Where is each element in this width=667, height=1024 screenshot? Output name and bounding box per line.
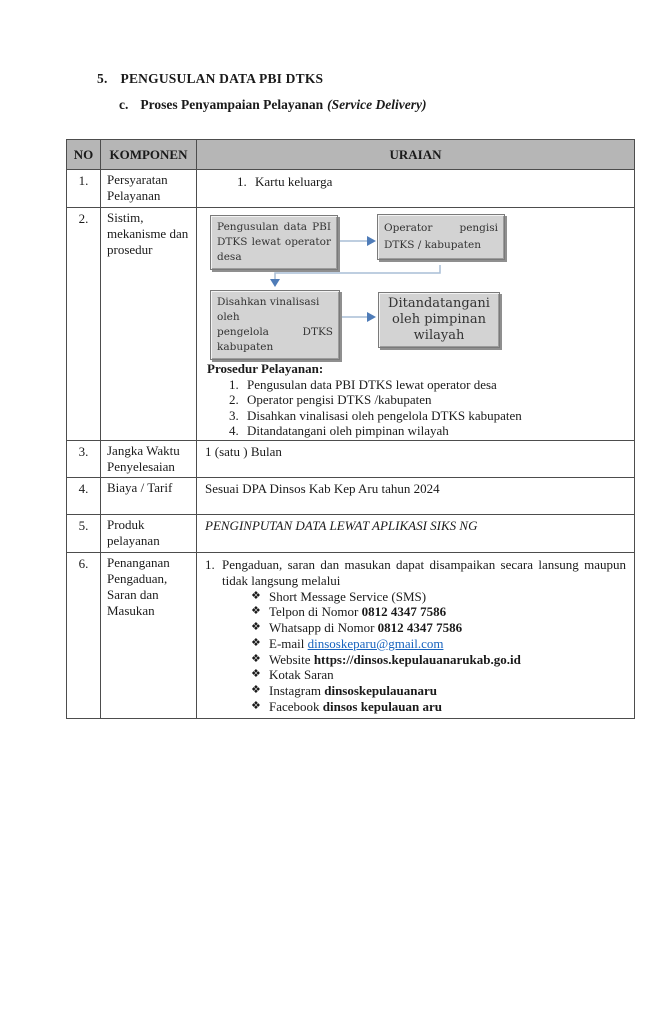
contact-text <box>269 620 462 636</box>
diamond-bullet-icon: ❖ <box>251 589 261 602</box>
prosedur-step <box>229 377 626 393</box>
list-number: 1. <box>237 174 247 189</box>
diamond-bullet-icon: ❖ <box>251 700 261 713</box>
flow-box-pengusulan <box>210 215 338 270</box>
diamond-bullet-icon: ❖ <box>251 621 261 634</box>
row-number: 5. <box>67 515 101 553</box>
contact-text <box>269 683 437 699</box>
contact-label: Whatsapp di Nomor <box>269 620 378 636</box>
step-text: Pengusulan data PBI DTKS lewat operator desa <box>247 376 497 392</box>
contact-website <box>251 652 626 668</box>
diamond-bullet-icon: ❖ <box>251 684 261 697</box>
contact-label: Kotak Saran <box>269 667 334 683</box>
contact-kotak-saran <box>251 667 626 683</box>
diamond-bullet-icon: ❖ <box>251 668 261 681</box>
contact-phone <box>251 604 626 620</box>
flow-arrow-right-2 <box>341 312 376 322</box>
step-text: Operator pengisi DTKS /kabupaten <box>247 392 432 408</box>
step-text: Disahkan vinalisasi oleh pengelola DTKS kabupaten <box>247 407 522 423</box>
header-cell-uraian: URAIAN <box>197 140 635 170</box>
header-cell-komponen: KOMPONEN <box>101 140 197 170</box>
page-heading <box>97 71 323 87</box>
table-row-biaya <box>67 478 635 515</box>
table-row-sistim <box>67 207 635 440</box>
flow-box-line: oleh pimpinan <box>392 311 486 327</box>
row-number: 2. <box>67 207 101 440</box>
contact-label: Short Message Service (SMS) <box>269 588 427 604</box>
subheading-italic: (Service Delivery) <box>327 97 427 112</box>
contact-label: Instagram <box>269 683 325 699</box>
flow-box-ditandatangani <box>378 292 500 348</box>
whatsapp-number: 0812 4347 7586 <box>377 620 463 636</box>
website-url: https://dinsos.kepulauanarukab.go.id <box>313 651 521 667</box>
flow-box-line: Disahkan vinalisasi oleh <box>217 295 320 323</box>
contact-label: E-mail <box>269 635 308 651</box>
subheading-text <box>140 97 426 113</box>
diamond-bullet-icon: ❖ <box>251 636 261 649</box>
flow-box-line: Pengusulan data PBI <box>217 220 331 233</box>
row-number: 3. <box>67 440 101 478</box>
flow-box-line: Ditandatangani <box>388 295 490 311</box>
prosedur-title: Prosedur Pelayanan: <box>207 360 324 376</box>
contact-email <box>251 636 626 652</box>
uraian-jangka-waktu: 1 (satu ) Bulan <box>197 440 635 478</box>
contact-sms <box>251 589 626 605</box>
pengaduan-intro <box>205 557 626 589</box>
step-text: Ditandatangani oleh pimpinan wilayah <box>247 423 449 439</box>
flow-box-line: desa <box>217 250 242 263</box>
flow-box-line: kabupaten <box>217 340 274 353</box>
table-header-row <box>67 140 635 170</box>
step-number: 3. <box>229 407 239 423</box>
contact-instagram <box>251 683 626 699</box>
step-number: 1. <box>229 376 239 392</box>
prosedur-section <box>207 360 626 439</box>
contact-whatsapp <box>251 620 626 636</box>
facebook-handle: dinsos kepulauan aru <box>322 699 443 715</box>
subheading-title: Proses Penyampaian Pelayanan <box>140 97 324 112</box>
table-row-produk <box>67 515 635 553</box>
diamond-bullet-icon: ❖ <box>251 652 261 665</box>
pengaduan-intro-text: Pengaduan, saran dan masukan dapat disampaikan secara lansung maupun tidak langsung melalui <box>222 556 626 588</box>
komponen-biaya: Biaya / Tarif <box>101 478 197 515</box>
uraian-pengaduan <box>197 552 635 718</box>
flow-box-line: wilayah <box>413 327 465 343</box>
row-number: 4. <box>67 478 101 515</box>
requirement-text: Kartu keluarga <box>255 174 333 189</box>
header-cell-no: NO <box>67 140 101 170</box>
prosedur-step <box>229 408 626 424</box>
row-number: 1. <box>67 170 101 208</box>
contact-label: Facebook <box>269 699 323 715</box>
flow-box-line: DTKS / kabupaten <box>384 238 481 251</box>
table-row-pengaduan <box>67 552 635 718</box>
komponen-sistim: Sistim, mekanisme dan prosedur <box>101 207 197 440</box>
uraian-biaya: Sesuai DPA Dinsos Kab Kep Aru tahun 2024 <box>197 478 635 515</box>
flow-arrow-right-1 <box>338 236 376 246</box>
flow-box-line: Operator pengisi <box>384 221 498 234</box>
flowchart-cell <box>197 207 635 440</box>
email-link[interactable]: dinsoskeparu@gmail.com <box>307 635 444 651</box>
page-subheading <box>119 97 426 113</box>
table-row-persyaratan <box>67 170 635 208</box>
table-row-jangka-waktu <box>67 440 635 478</box>
step-number: 2. <box>229 392 239 408</box>
list-number: 1. <box>205 556 215 572</box>
contact-text <box>269 699 442 715</box>
page-title: PENGUSULAN DATA PBI DTKS <box>120 71 324 86</box>
uraian-produk: PENGINPUTAN DATA LEWAT APLIKASI SIKS NG <box>197 515 635 553</box>
contact-text <box>269 604 446 620</box>
heading-number: 5. <box>97 71 108 86</box>
komponen-produk: Produk pelayanan <box>101 515 197 553</box>
contact-facebook <box>251 699 626 715</box>
flow-box-line: pengelola DTKS <box>217 325 333 338</box>
komponen-jangka-waktu: Jangka Waktu Penyelesaian <box>101 440 197 478</box>
contact-text <box>269 667 334 683</box>
subheading-letter: c. <box>119 97 129 112</box>
contact-text <box>269 636 443 652</box>
flow-box-vinalisasi <box>210 290 340 360</box>
contact-text <box>269 589 426 605</box>
flow-box-operator <box>377 214 505 260</box>
komponen-pengaduan: Penanganan Pengaduan, Saran dan Masukan <box>101 552 197 718</box>
instagram-handle: dinsoskepulauanaru <box>324 683 437 699</box>
flow-box-line: DTKS lewat operator <box>217 235 331 248</box>
contact-text <box>269 652 521 668</box>
step-number: 4. <box>229 423 239 439</box>
contact-label: Telpon di Nomor <box>269 604 362 620</box>
prosedur-step <box>229 392 626 408</box>
service-table <box>66 139 635 719</box>
diamond-bullet-icon: ❖ <box>251 605 261 618</box>
row-number: 6. <box>67 552 101 718</box>
phone-number: 0812 4347 7586 <box>361 604 447 620</box>
prosedur-step <box>229 423 626 439</box>
requirement-item <box>237 174 626 190</box>
contact-label: Website <box>269 651 314 667</box>
komponen-persyaratan: Persyaratan Pelayanan <box>101 170 197 208</box>
